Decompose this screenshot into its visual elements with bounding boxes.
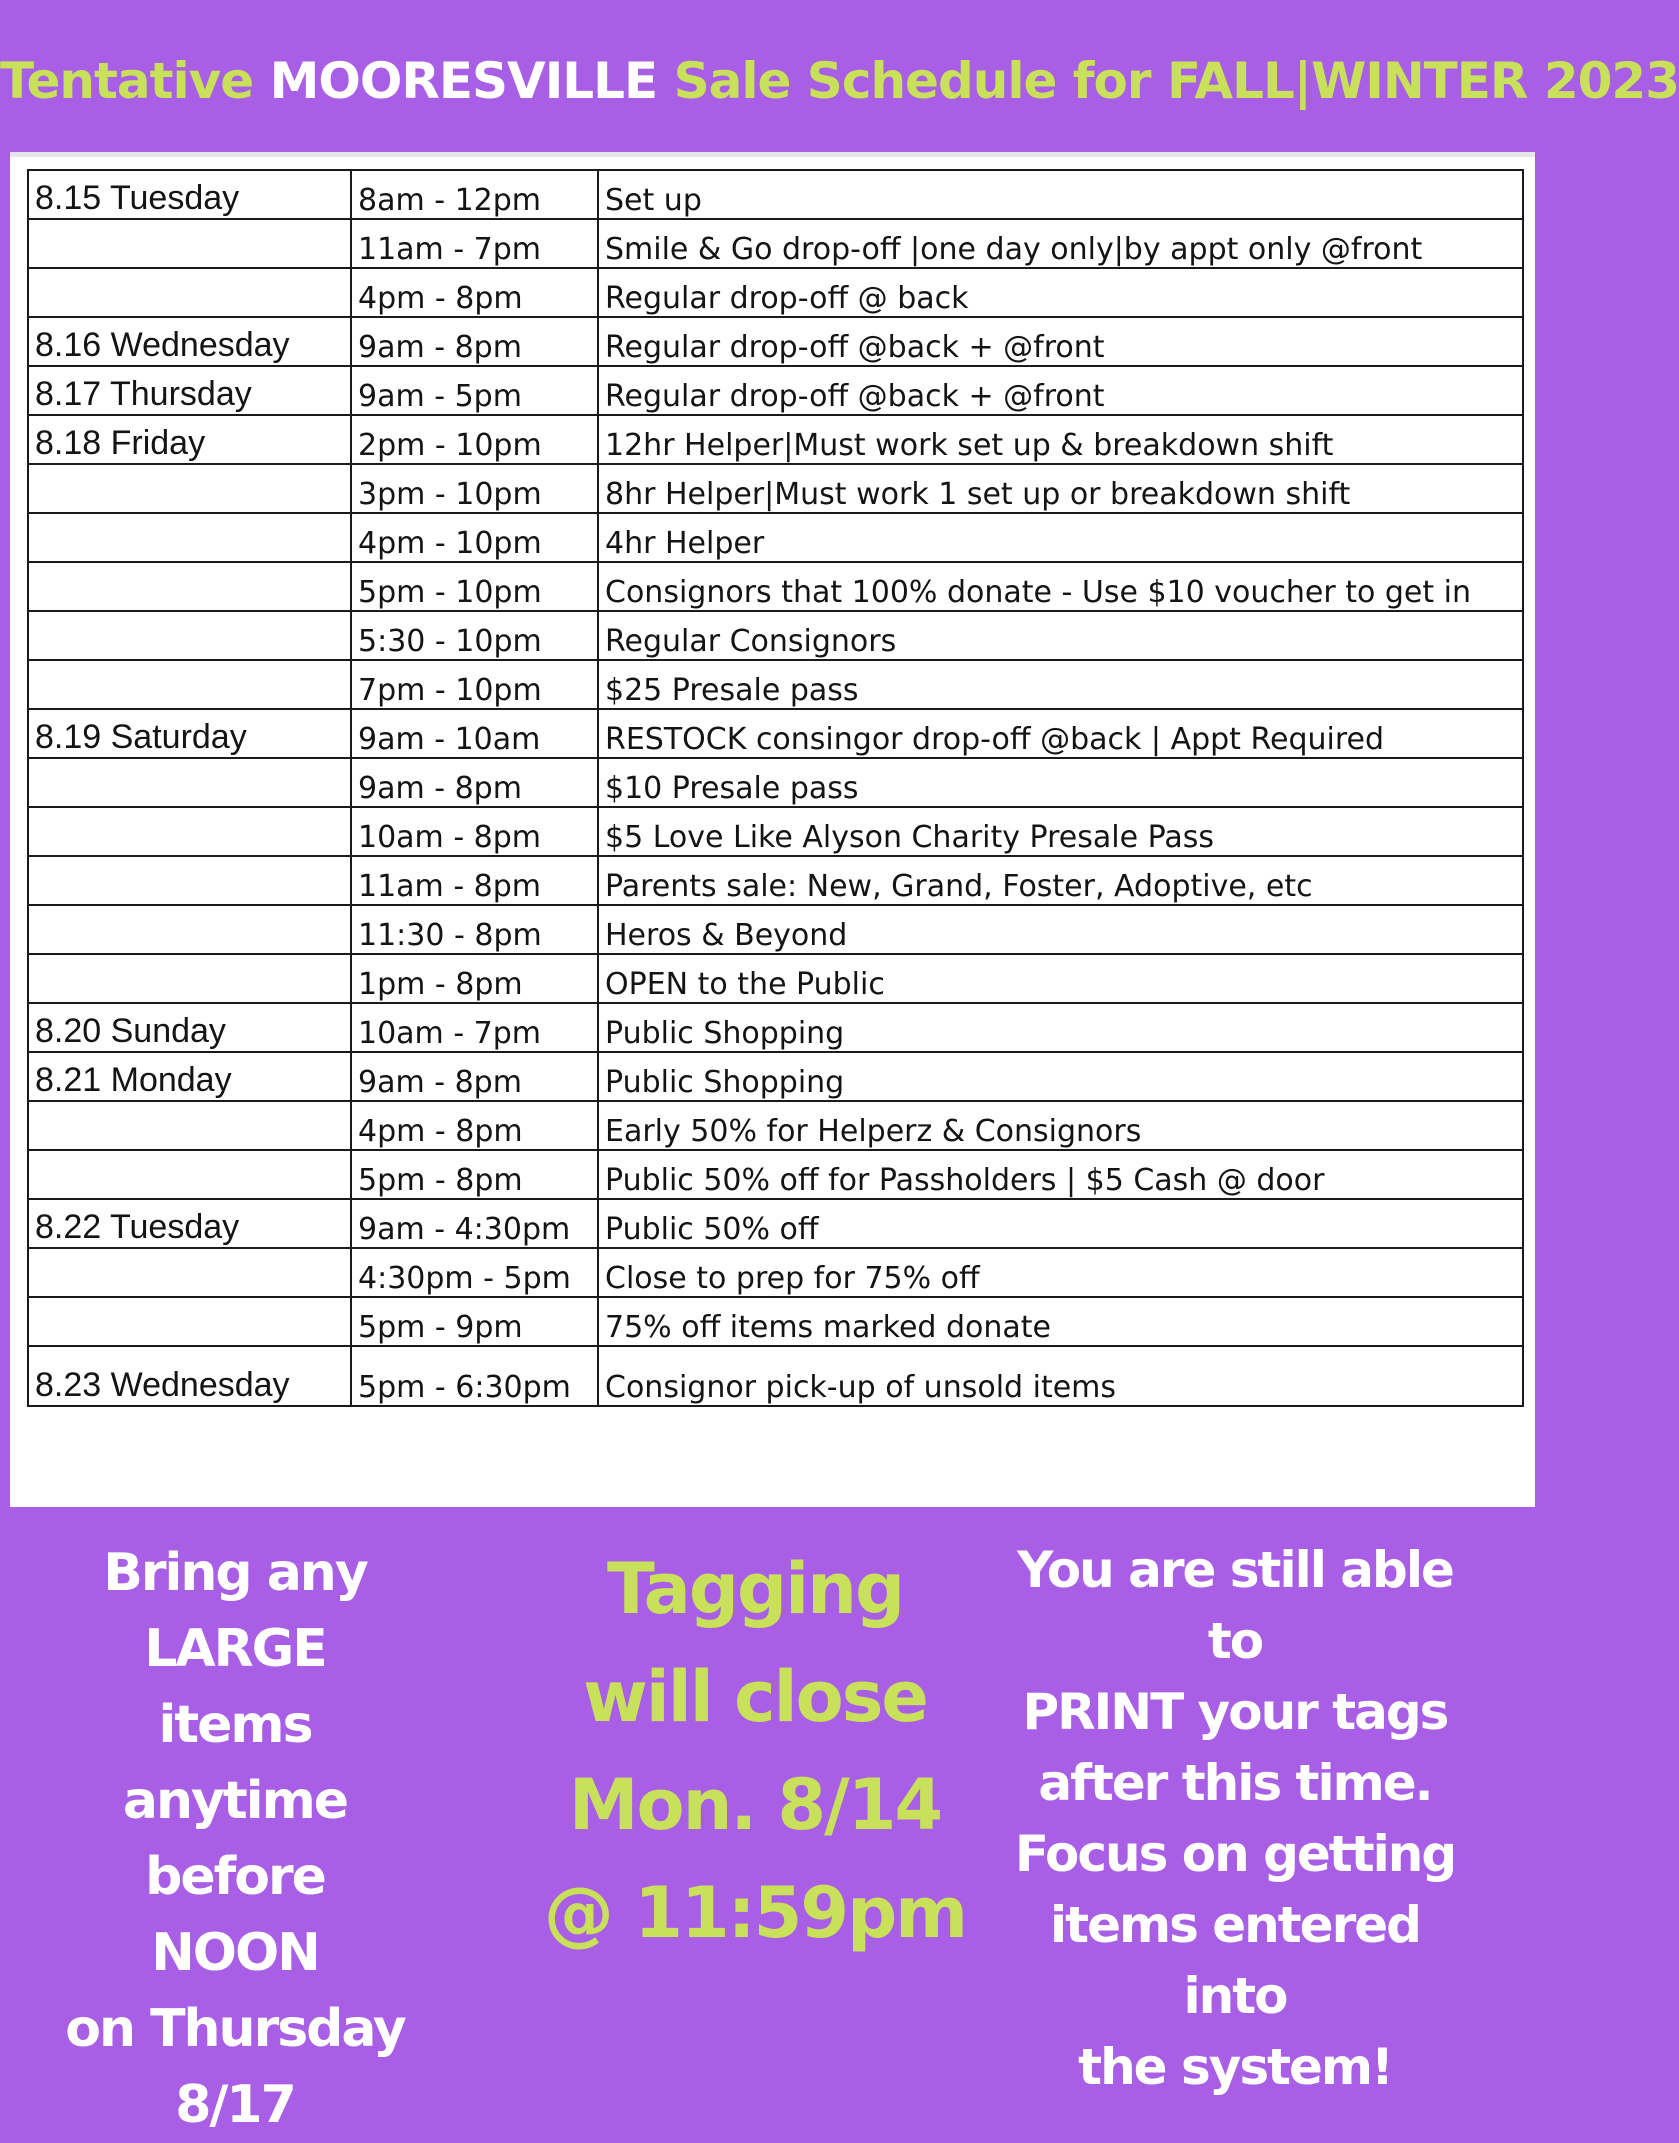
schedule-row <box>28 1052 1523 1101</box>
day-cell <box>28 856 351 905</box>
schedule-row <box>28 1199 1523 1248</box>
schedule-row <box>28 905 1523 954</box>
activity-cell: Public Shopping <box>598 1003 1523 1052</box>
day-cell <box>28 905 351 954</box>
activity-cell: Regular drop-off @back + @front <box>598 317 1523 366</box>
schedule-row <box>28 807 1523 856</box>
day-cell <box>28 464 351 513</box>
activity-cell: Early 50% for Helperz & Consignors <box>598 1101 1523 1150</box>
schedule-row <box>28 464 1523 513</box>
activity-cell: Smile & Go drop-off |one day only|by appt only @front <box>598 219 1523 268</box>
time-cell: 5pm - 9pm <box>351 1297 598 1346</box>
schedule-row <box>28 219 1523 268</box>
schedule-row <box>28 1003 1523 1052</box>
time-cell: 4:30pm - 5pm <box>351 1248 598 1297</box>
day-cell <box>28 954 351 1003</box>
title-highlight: MOORESVILLE <box>269 52 658 110</box>
activity-cell: $10 Presale pass <box>598 758 1523 807</box>
schedule-row <box>28 758 1523 807</box>
day-cell: 8.22 Tuesday <box>28 1199 351 1248</box>
time-cell: 10am - 7pm <box>351 1003 598 1052</box>
schedule-row <box>28 1150 1523 1199</box>
schedule-row <box>28 366 1523 415</box>
day-cell <box>28 1297 351 1346</box>
day-cell: 8.16 Wednesday <box>28 317 351 366</box>
day-cell <box>28 807 351 856</box>
schedule-row <box>28 268 1523 317</box>
time-cell: 5pm - 10pm <box>351 562 598 611</box>
schedule-row <box>28 856 1523 905</box>
time-cell: 9am - 8pm <box>351 758 598 807</box>
activity-cell: Public Shopping <box>598 1052 1523 1101</box>
activity-cell: Consignors that 100% donate - Use $10 voucher to get in <box>598 562 1523 611</box>
activity-cell: 75% off items marked donate <box>598 1297 1523 1346</box>
activity-cell: $5 Love Like Alyson Charity Presale Pass <box>598 807 1523 856</box>
day-cell <box>28 660 351 709</box>
day-cell: 8.23 Wednesday <box>28 1346 351 1406</box>
activity-cell: Public 50% off for Passholders | $5 Cash @ door <box>598 1150 1523 1199</box>
time-cell: 4pm - 8pm <box>351 1101 598 1150</box>
schedule-row <box>28 562 1523 611</box>
schedule-row <box>28 317 1523 366</box>
time-cell: 9am - 10am <box>351 709 598 758</box>
time-cell: 5pm - 8pm <box>351 1150 598 1199</box>
schedule-row <box>28 1248 1523 1297</box>
day-cell <box>28 611 351 660</box>
activity-cell: RESTOCK consingor drop-off @back | Appt Required <box>598 709 1523 758</box>
day-cell: 8.17 Thursday <box>28 366 351 415</box>
time-cell: 7pm - 10pm <box>351 660 598 709</box>
activity-cell: Set up <box>598 170 1523 219</box>
schedule-row <box>28 415 1523 464</box>
time-cell: 4pm - 8pm <box>351 268 598 317</box>
schedule-table <box>27 169 1524 1407</box>
activity-cell: Heros & Beyond <box>598 905 1523 954</box>
time-cell: 4pm - 10pm <box>351 513 598 562</box>
day-cell <box>28 219 351 268</box>
time-cell: 5:30 - 10pm <box>351 611 598 660</box>
time-cell: 9am - 8pm <box>351 317 598 366</box>
activity-cell: Parents sale: New, Grand, Foster, Adoptive, etc <box>598 856 1523 905</box>
time-cell: 2pm - 10pm <box>351 415 598 464</box>
title-part2: Sale Schedule for FALL|WINTER 2023 <box>657 52 1679 110</box>
day-cell <box>28 1101 351 1150</box>
time-cell: 9am - 8pm <box>351 1052 598 1101</box>
page-title <box>0 52 1679 110</box>
schedule-row <box>28 1101 1523 1150</box>
day-cell <box>28 513 351 562</box>
schedule-body <box>28 170 1523 1406</box>
day-cell: 8.19 Saturday <box>28 709 351 758</box>
activity-cell: 4hr Helper <box>598 513 1523 562</box>
schedule-row <box>28 709 1523 758</box>
activity-cell: Regular drop-off @back + @front <box>598 366 1523 415</box>
activity-cell: Consignor pick-up of unsold items <box>598 1346 1523 1406</box>
time-cell: 9am - 5pm <box>351 366 598 415</box>
time-cell: 8am - 12pm <box>351 170 598 219</box>
time-cell: 3pm - 10pm <box>351 464 598 513</box>
schedule-row <box>28 660 1523 709</box>
schedule-row <box>28 1297 1523 1346</box>
tagging-close-note: Tagging will close Mon. 8/14 @ 11:59pm <box>543 1548 967 1954</box>
large-items-note: Bring any LARGE items anytime before NOON on Thursday 8/17 <box>65 1543 405 2135</box>
activity-cell: Regular Consignors <box>598 611 1523 660</box>
time-cell: 1pm - 8pm <box>351 954 598 1003</box>
day-cell: 8.20 Sunday <box>28 1003 351 1052</box>
schedule-row <box>28 611 1523 660</box>
activity-cell: $25 Presale pass <box>598 660 1523 709</box>
activity-cell: Public 50% off <box>598 1199 1523 1248</box>
day-cell <box>28 758 351 807</box>
day-cell <box>28 1150 351 1199</box>
day-cell <box>28 1248 351 1297</box>
activity-cell: OPEN to the Public <box>598 954 1523 1003</box>
notes-section <box>0 1535 1545 2135</box>
time-cell: 10am - 8pm <box>351 807 598 856</box>
time-cell: 11:30 - 8pm <box>351 905 598 954</box>
day-cell <box>28 562 351 611</box>
schedule-row <box>28 1346 1523 1406</box>
day-cell: 8.15 Tuesday <box>28 170 351 219</box>
title-part1: Tentative <box>0 52 270 110</box>
time-cell: 5pm - 6:30pm <box>351 1346 598 1406</box>
time-cell: 11am - 8pm <box>351 856 598 905</box>
time-cell: 9am - 4:30pm <box>351 1199 598 1248</box>
schedule-sheet <box>10 152 1535 1507</box>
day-cell <box>28 268 351 317</box>
schedule-row <box>28 170 1523 219</box>
day-cell: 8.18 Friday <box>28 415 351 464</box>
schedule-row <box>28 954 1523 1003</box>
time-cell: 11am - 7pm <box>351 219 598 268</box>
schedule-row <box>28 513 1523 562</box>
activity-cell: Regular drop-off @ back <box>598 268 1523 317</box>
print-tags-note: You are still able to PRINT your tags after this time. Focus on getting items entered into the system! <box>1014 1541 1456 2096</box>
activity-cell: 8hr Helper|Must work 1 set up or breakdown shift <box>598 464 1523 513</box>
activity-cell: Close to prep for 75% off <box>598 1248 1523 1297</box>
day-cell: 8.21 Monday <box>28 1052 351 1101</box>
activity-cell: 12hr Helper|Must work set up & breakdown shift <box>598 415 1523 464</box>
